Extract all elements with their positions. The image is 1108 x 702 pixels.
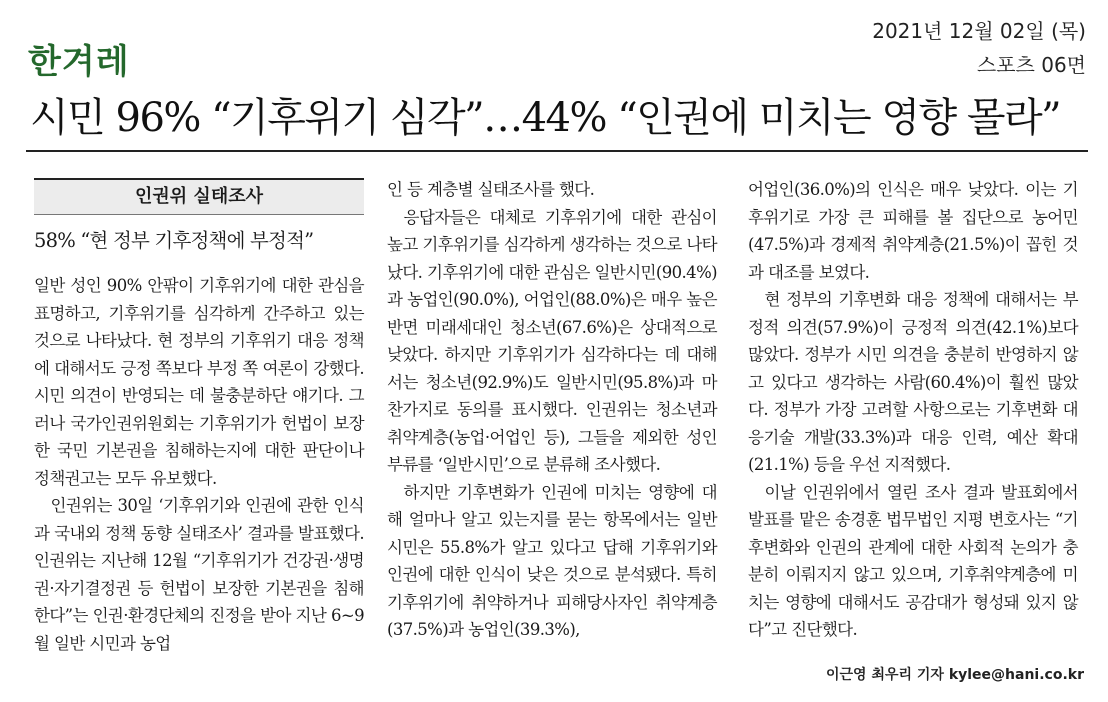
paragraph: 응답자들은 대체로 기후위기에 대한 관심이 높고 기후위기를 심각하게 생각하는 것으로 나타났다. 기후위기에 대한 관심은 일반시민(90.4%)과 농업인(90.0%), 어업인(88.0%)은 매우 높은 반면 미래세대인 청소년(67.6%)은 상대적으로 낮았다. 하지만 기후위기가 심각하다는 데 대해서는 청소년(92.9%)도 일반시민(95.8%)과 마찬가지로 동의를 표시했다. 인권위는 청소년과 취약계층(농업·어업인 등), 그들을 제외한 성인 부류를 ‘일반시민’으로 분류해 조사했다. [387,207,718,474]
paragraph: 어업인(36.0%)의 인식은 매우 낮았다. 이는 기후위기로 가장 큰 피해를 볼 집단으로 농어민(47.5%)과 경제적 취약계층(21.5%)이 꼽힌 것과 대조를 보였다. [748,180,1078,282]
paragraph: 현 정부의 기후변화 대응 정책에 대해서는 부정적 의견(57.9%)이 긍정적 의견(42.1%)보다 많았다. 정부가 시민 의견을 충분히 반영하지 않고 있다고 생각하는 사람(60.4%)이 훨씬 많았다. 정부가 가장 고려할 사항으로는 기후변화 대응기술 개발(33.3%)과 대응 인력, 예산 확대(21.1%) 등을 우선 지적했다. [748,290,1078,474]
headline-divider [26,150,1088,152]
paragraph: 인 등 계층별 실태조사를 했다. [387,180,595,199]
byline: 이근영 최우리 기자 kylee@hani.co.kr [826,667,1084,683]
newspaper-logo: 한겨레 [28,42,130,82]
kicker: 인권위 실태조사 [34,178,364,215]
article-column-1 [34,176,364,657]
article-column-3 [748,176,1078,644]
article-column-2 [387,176,717,644]
paragraph: 일반 성인 90% 안팎이 기후위기에 대한 관심을 표명하고, 기후위기를 심각하게 간주하고 있는 것으로 나타났다. 현 정부의 기후위기 대응 정책에 대해서도 긍정 쪽보다 부정 쪽 여론이 강했다. 시민 의견이 반영되는 데 불충분하단 얘기다. 그러나 국가인권위원회는 기후위기가 헌법이 보장한 국민 기본권을 침해하는지에 대한 판단이나 정책권고는 모두 유보했다. [34,276,364,488]
publication-date: 2021년 12월 02일 (목) [872,19,1086,43]
paragraph: 이날 인권위에서 열린 조사 결과 발표회에서 발표를 맡은 송경훈 법무법인 지평 변호사는 “기후변화와 인권의 관계에 대한 사회적 논의가 충분히 이뤄지지 않고 있으며, 기후취약계층에 미치는 영향에 대해서도 공감대가 형성돼 있지 않다”고 진단했다. [748,482,1078,639]
section-page: 스포츠 06면 [976,53,1086,77]
paragraph: 인권위는 30일 ‘기후위기와 인권에 관한 인식과 국내외 정책 동향 실태조사’ 결과를 발표했다. 인권위는 지난해 12월 “기후위기가 건강권·생명권·자기결정권 등 헌법이 보장한 기본권을 침해한다”는 인권·환경단체의 진정을 받아 지난 6~9월 일반 시민과 농업 [34,496,364,653]
paragraph: 하지만 기후변화가 인권에 미치는 영향에 대해 얼마나 알고 있는지를 묻는 항목에서는 일반시민은 55.8%가 알고 있다고 답해 기후위기와 인권에 대한 인식이 낮은 것으로 분석됐다. 특히 기후위기에 취약하거나 피해당사자인 취약계층(37.5%)과 농업인(39.3%), [387,482,717,639]
subheadline: 58% “현 정부 기후정책에 부정적” [34,228,314,252]
dateline [872,14,1086,82]
headline: 시민 96% “기후위기 심각”…44% “인권에 미치는 영향 몰라” [30,95,1061,141]
